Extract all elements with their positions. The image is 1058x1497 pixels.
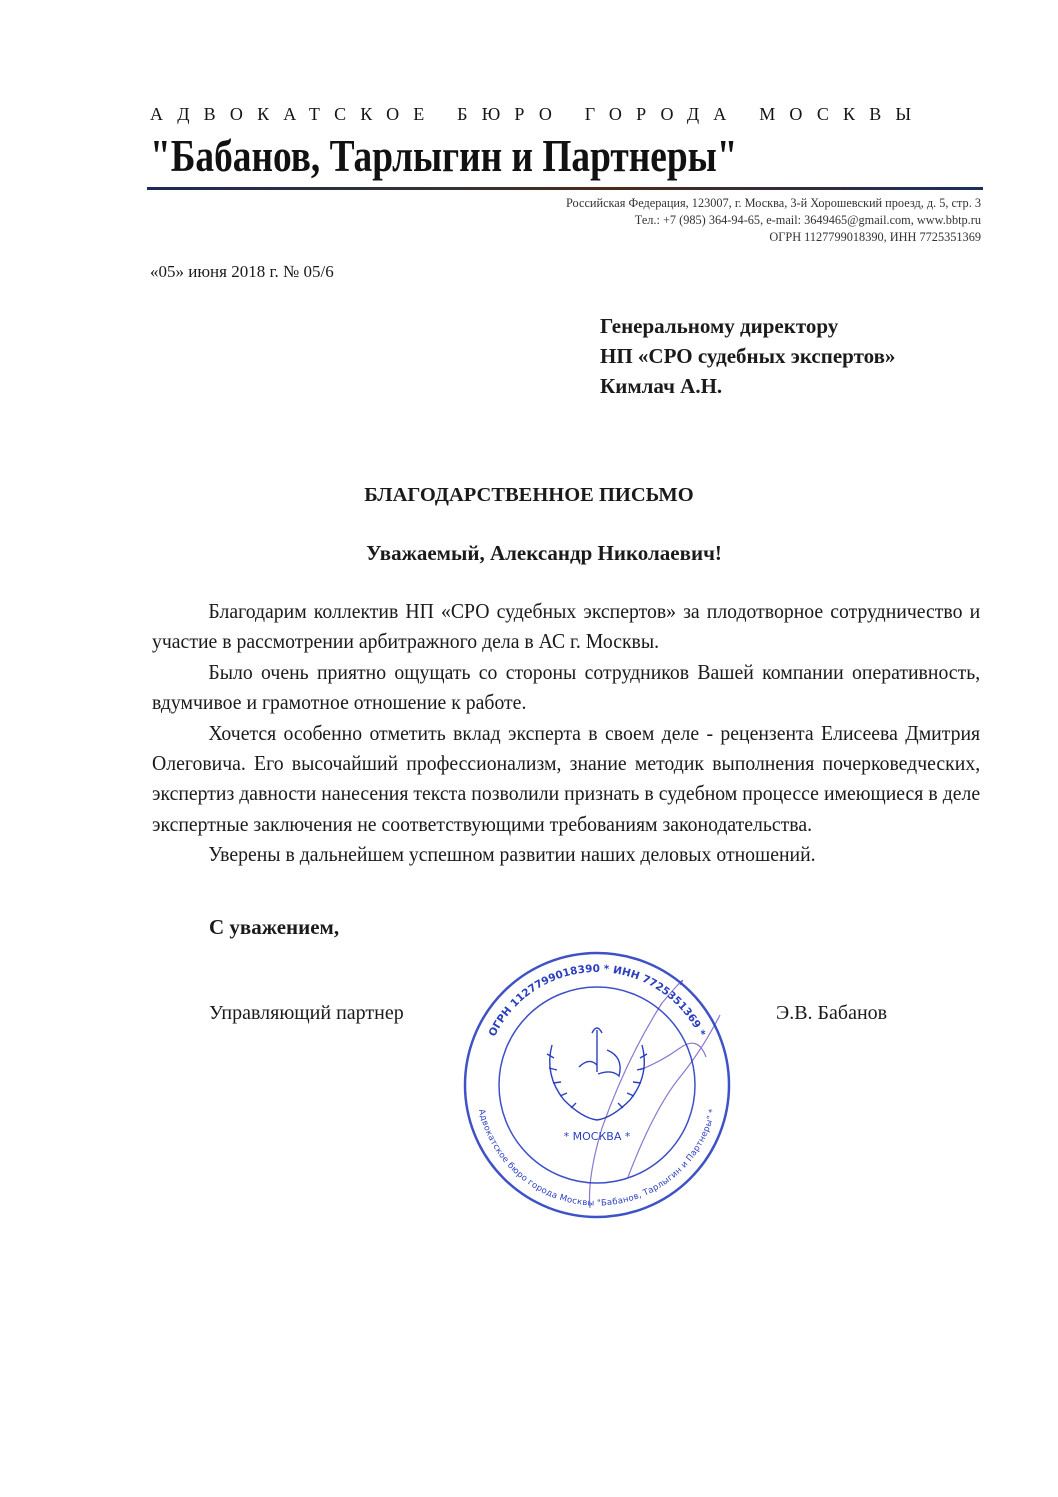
letter-date-number: «05» июня 2018 г. № 05/6: [150, 262, 334, 281]
body-paragraph: Уверены в дальнейшем успешном развитии наших деловых отношений.: [208, 842, 816, 867]
signer-position: Управляющий партнер: [209, 1002, 404, 1024]
letter-body: [152, 596, 980, 870]
signer-name: Э.В. Бабанов: [776, 1002, 888, 1024]
letterhead-divider: [147, 187, 983, 190]
letter-closing: С уважением,: [209, 915, 340, 939]
letterhead-contacts: [566, 195, 981, 246]
letter-salutation: Уважаемый, Александр Николаевич!: [366, 541, 722, 565]
letter-title: БЛАГОДАРСТВЕННОЕ ПИСЬМО: [364, 484, 694, 506]
letterhead-address: Российская Федерация, 123007, г. Москва, 3-й Хорошевский проезд, д. 5, стр. 3: [566, 196, 981, 210]
body-paragraph: Было очень приятно ощущать со стороны сотрудников Вашей компании оперативность, вдумчивое и грамотное отношение к работе.: [152, 659, 981, 715]
addressee-position: Генеральному директору: [600, 314, 839, 338]
addressee-block: [600, 311, 895, 401]
addressee-name: Кимлач А.Н.: [600, 374, 723, 398]
seal-inner-text: Адвокатское бюро города Москвы "Бабанов, Тарлыгин и Партнеры" *: [476, 1108, 718, 1209]
letterhead-firm-name: "Бабанов, Тарлыгин и Партнеры": [150, 131, 738, 181]
body-paragraph: Хочется особенно отметить вклад эксперта в своем деле - рецензента Елисеева Дмитрия Олеговича. Его высочайший профессионализм, знание методик выполнения почерковедческих, экспертиз давности нанесения текста позволили признать в судебном процессе имеющиеся в деле экспертные заключения не соответствующими требованиям законодательства.: [152, 720, 981, 836]
seal-emblem-icon: [547, 1028, 647, 1120]
letterhead-phone-email: Тел.: +7 (985) 364-94-65, e-mail: 3649465@gmail.com, www.bbtp.ru: [634, 213, 981, 227]
body-paragraph: Благодарим коллектив НП «СРО судебных экспертов» за плодотворное сотрудничество и участие в рассмотрении арбитражного дела в АС г. Москвы.: [152, 599, 981, 654]
seal-city-text: * МОСКВА *: [563, 1130, 631, 1143]
company-seal: [462, 950, 732, 1220]
seal-outer-text: ОГРН 1127799018390 * ИНН 7725351369 *: [486, 962, 708, 1039]
letterhead-tagline: АДВОКАТСКОЕ БЮРО ГОРОДА МОСКВЫ: [150, 104, 926, 124]
letterhead-registration: ОГРН 1127799018390, ИНН 7725351369: [769, 230, 981, 244]
addressee-organization: НП «СРО судебных экспертов»: [600, 344, 896, 368]
